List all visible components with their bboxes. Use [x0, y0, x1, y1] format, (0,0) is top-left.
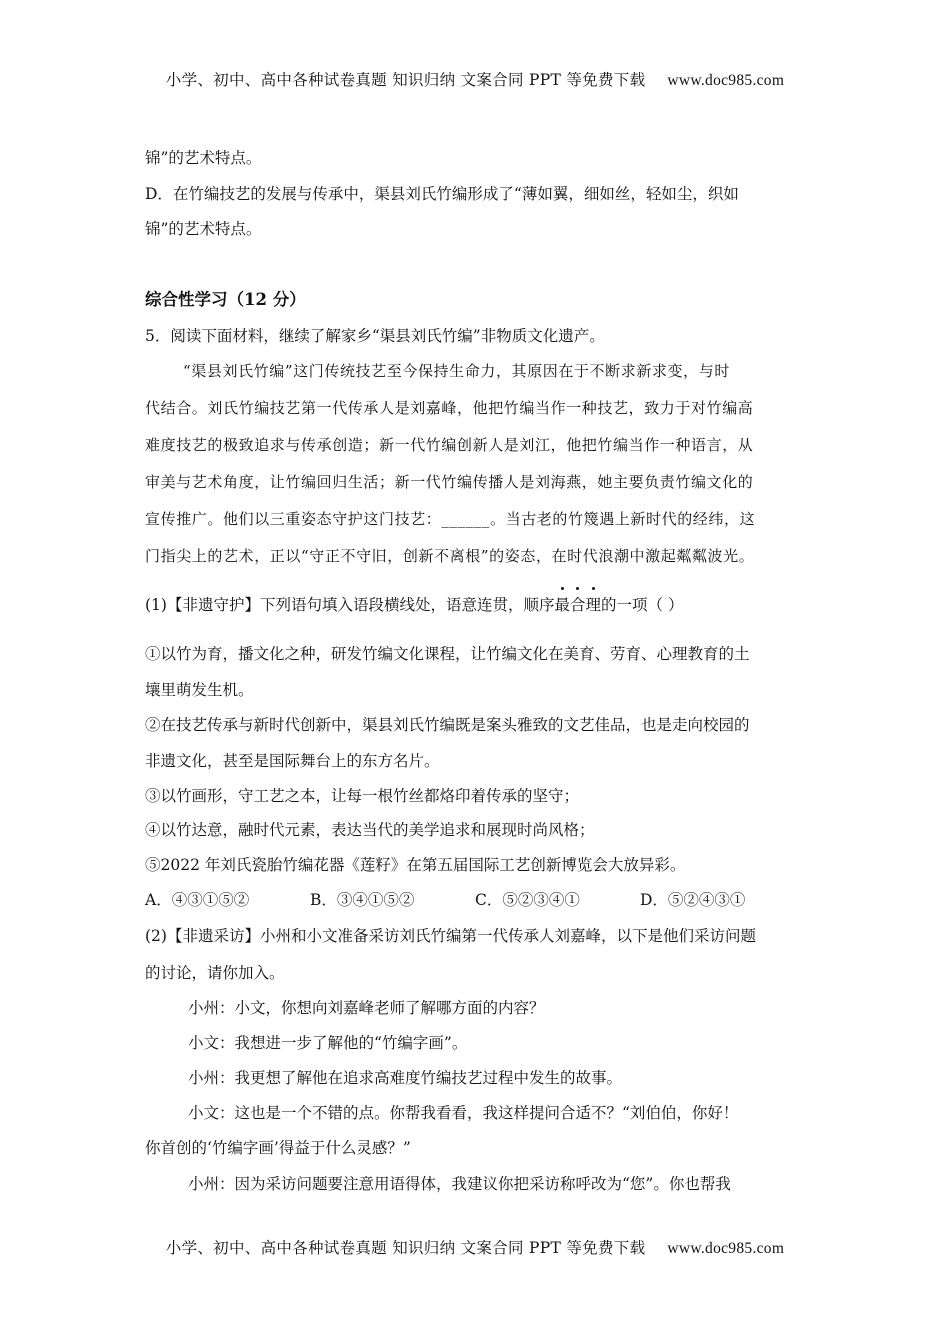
passage-line: 审美与艺术角度，让竹编回归生活；新一代竹编传播人是刘海燕，她主要负责竹编文化的 — [145, 473, 754, 491]
passage-line: 代结合。刘氏竹编技艺第一代传承人是刘嘉峰，他把竹编当作一种技艺，致力于对竹编高 — [145, 399, 754, 417]
q1-item: ①以竹为育，播文化之种，研发竹编文化课程，让竹编文化在美育、劳育、心理教育的土 — [145, 645, 750, 663]
footer-text: 小学、初中、高中各种试卷真题 知识归纳 文案合同 PPT 等免费下载 — [165, 1239, 646, 1257]
option-d-line2: 锦”的艺术特点。 — [145, 220, 262, 238]
header-site[interactable]: www.doc985.com — [667, 72, 785, 89]
passage-line: 门指尖上的艺术，正以“守正不守旧，创新不离根”的姿态，在时代浪潮中激起粼粼波光。 — [145, 547, 755, 565]
dialogue-line: 小文：这也是一个不错的点。你帮我看看，我这样提问合适不？“刘伯伯，你好！ — [188, 1104, 739, 1122]
q1-emph: 合 — [570, 593, 586, 615]
q1-stem — [145, 593, 683, 615]
q1-suffix: 的一项（ ） — [601, 596, 684, 614]
q1-emph: 最 — [554, 593, 570, 615]
q1-item: ③以竹画形，守工艺之本，让每一根竹丝都烙印着传承的坚守； — [145, 787, 580, 805]
q1-options — [145, 888, 805, 910]
page-header — [0, 68, 950, 90]
page-footer — [0, 1236, 950, 1258]
dialogue-line: 小州：因为采访问题要注意用语得体，我建议你把采访称呼改为“您”。你也帮我 — [188, 1175, 731, 1193]
passage-line: “渠县刘氏竹编”这门传统技艺至今保持生命力，其原因在于不断求新求变，与时 — [183, 362, 730, 380]
q2-stem-line2: 的讨论，请你加入。 — [145, 964, 285, 982]
q1-item: ⑤2022 年刘氏瓷胎竹编花器《莲籽》在第五届国际工艺创新博览会大放异彩。 — [145, 856, 686, 874]
dialogue-continuation: 你首创的‘竹编字画’得益于什么灵感？” — [145, 1139, 411, 1157]
option-c[interactable]: C．⑤②③④① — [475, 891, 580, 909]
q1-item: ④以竹达意，融时代元素，表达当代的美学追求和展现时尚风格； — [145, 821, 595, 839]
question-stem: 5．阅读下面材料，继续了解家乡“渠县刘氏竹编”非物质文化遗产。 — [145, 327, 605, 345]
dialogue-line: 小州：小文，你想向刘嘉峰老师了解哪方面的内容？ — [188, 999, 545, 1017]
option-a[interactable]: A．④③①⑤② — [145, 891, 250, 909]
q1-emph: 理 — [586, 593, 602, 615]
option-d[interactable]: D．⑤②④③① — [640, 891, 746, 909]
passage-line: 宣传推广。他们以三重姿态守护这门技艺：______。当古老的竹篾遇上新时代的经纬，这 — [145, 510, 756, 528]
option-b[interactable]: B．③④①⑤② — [310, 891, 415, 909]
footer-site[interactable]: www.doc985.com — [667, 1240, 785, 1257]
option-d-line1: D．在竹编技艺的发展与传承中，渠县刘氏竹编形成了“薄如翼，细如丝，轻如尘，织如 — [145, 185, 739, 203]
q1-prefix: (1)【非遗守护】下列语句填入语段横线处，语意连贯，顺序 — [145, 596, 555, 614]
passage-line: 难度技艺的极致追求与传承创造；新一代竹编创新人是刘江，他把竹编当作一种语言，从 — [145, 436, 754, 454]
section-title: 综合性学习（12 分） — [145, 290, 306, 309]
q1-item: 非遗文化，甚至是国际舞台上的东方名片。 — [145, 752, 440, 770]
q1-item: 壤里萌发生机。 — [145, 681, 254, 699]
dialogue-line: 小州：我更想了解他在追求高难度竹编技艺过程中发生的故事。 — [188, 1069, 623, 1087]
q1-item: ②在技艺传承与新时代创新中，渠县刘氏竹编既是案头雅致的文艺佳品，也是走向校园的 — [145, 716, 750, 734]
carry-line: 锦”的艺术特点。 — [145, 149, 262, 167]
dialogue-line: 小文：我想进一步了解他的“竹编字画”。 — [188, 1034, 468, 1052]
header-text: 小学、初中、高中各种试卷真题 知识归纳 文案合同 PPT 等免费下载 — [165, 71, 646, 89]
q2-stem-line1: (2)【非遗采访】小州和小文准备采访刘氏竹编第一代传承人刘嘉峰，以下是他们采访问题 — [145, 927, 756, 945]
